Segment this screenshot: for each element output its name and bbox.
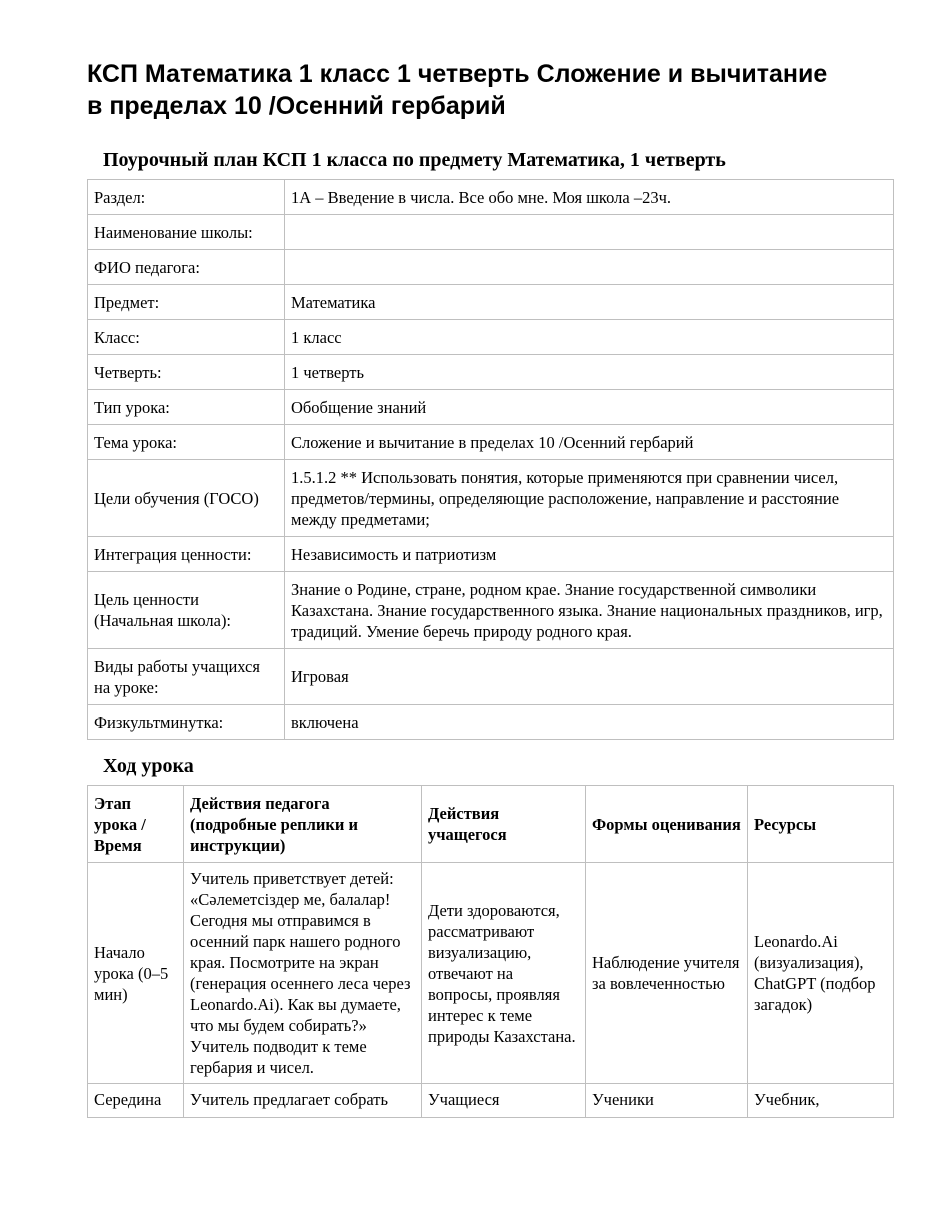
lesson-resources: Учебник, <box>748 1084 894 1118</box>
info-row <box>88 460 894 537</box>
header-stage: Этап урока / Время <box>88 786 184 863</box>
lesson-resources: Leonardo.Ai (визуализация), ChatGPT (подбор загадок) <box>748 863 894 1084</box>
info-row <box>88 250 894 285</box>
info-label: Наименование школы: <box>88 215 285 250</box>
lesson-student-actions: Дети здороваются, рассматривают визуализацию, отвечают на вопросы, проявляя интерес к теме природы Казахстана. <box>422 863 586 1084</box>
lesson-assessment: Ученики <box>586 1084 748 1118</box>
info-row <box>88 180 894 215</box>
info-value: Игровая <box>285 649 894 705</box>
lesson-header-row <box>88 786 894 863</box>
info-label: Четверть: <box>88 355 285 390</box>
info-value: 1 класс <box>285 320 894 355</box>
lesson-flow-title: Ход урока <box>103 755 194 777</box>
header-teacher-actions: Действия педагога (подробные реплики и инструкции) <box>184 786 422 863</box>
info-row <box>88 705 894 740</box>
info-value <box>285 215 894 250</box>
info-value: Независимость и патриотизм <box>285 537 894 572</box>
info-value: Обобщение знаний <box>285 390 894 425</box>
lesson-teacher-actions: Учитель приветствует детей: «Сәлеметсіздер ме, балалар! Сегодня мы отправимся в осенний парк нашего родного края. Посмотрите на экран (генерация осеннего леса через Leonardo.Ai). Как вы думаете, что мы будем собирать?» Учитель подводит к теме гербария и чисел. <box>184 863 422 1084</box>
lesson-stage: Середина <box>88 1084 184 1118</box>
lesson-student-actions: Учащиеся <box>422 1084 586 1118</box>
info-label: Физкультминутка: <box>88 705 285 740</box>
info-value: 1.5.1.2 ** Использовать понятия, которые применяются при сравнении чисел, предметов/термины, определяющие расположение, направление и расстояние между предметами; <box>285 460 894 537</box>
info-value <box>285 250 894 285</box>
info-label: Цель ценности (Начальная школа): <box>88 572 285 649</box>
info-label: Раздел: <box>88 180 285 215</box>
info-label: Предмет: <box>88 285 285 320</box>
info-row <box>88 425 894 460</box>
info-row <box>88 649 894 705</box>
header-assessment: Формы оценивания <box>586 786 748 863</box>
info-value: включена <box>285 705 894 740</box>
info-label: Интеграция ценности: <box>88 537 285 572</box>
info-value: Сложение и вычитание в пределах 10 /Осенний гербарий <box>285 425 894 460</box>
lesson-row <box>88 863 894 1084</box>
info-label: Класс: <box>88 320 285 355</box>
lesson-teacher-actions: Учитель предлагает собрать <box>184 1084 422 1118</box>
document-title: КСП Математика 1 класс 1 четверть Сложение и вычитание в пределах 10 /Осенний гербарий <box>87 60 828 120</box>
lesson-row <box>88 1084 894 1118</box>
info-row <box>88 215 894 250</box>
lesson-stage: Начало урока (0–5 мин) <box>88 863 184 1084</box>
info-row <box>88 572 894 649</box>
info-value: Знание о Родине, стране, родном крае. Знание государственной символики Казахстана. Знание государственного языка. Знание национальных праздников, игр, традиций. Умение беречь природу родного края. <box>285 572 894 649</box>
info-row <box>88 390 894 425</box>
info-label: Цели обучения (ГОСО) <box>88 460 285 537</box>
info-label: Виды работы учащихся на уроке: <box>88 649 285 705</box>
info-label: ФИО педагога: <box>88 250 285 285</box>
info-label: Тема урока: <box>88 425 285 460</box>
info-row <box>88 537 894 572</box>
info-row <box>88 285 894 320</box>
info-label: Тип урока: <box>88 390 285 425</box>
plan-title: Поурочный план КСП 1 класса по предмету Математика, 1 четверть <box>103 149 726 171</box>
info-row <box>88 355 894 390</box>
header-student-actions: Действия учащегося <box>422 786 586 863</box>
info-row <box>88 320 894 355</box>
info-value: 1 четверть <box>285 355 894 390</box>
lesson-info-table <box>87 179 894 740</box>
lesson-assessment: Наблюдение учителя за вовлеченностью <box>586 863 748 1084</box>
info-value: Математика <box>285 285 894 320</box>
lesson-flow-table <box>87 785 894 1118</box>
info-value: 1А – Введение в числа. Все обо мне. Моя школа –23ч. <box>285 180 894 215</box>
header-resources: Ресурсы <box>748 786 894 863</box>
